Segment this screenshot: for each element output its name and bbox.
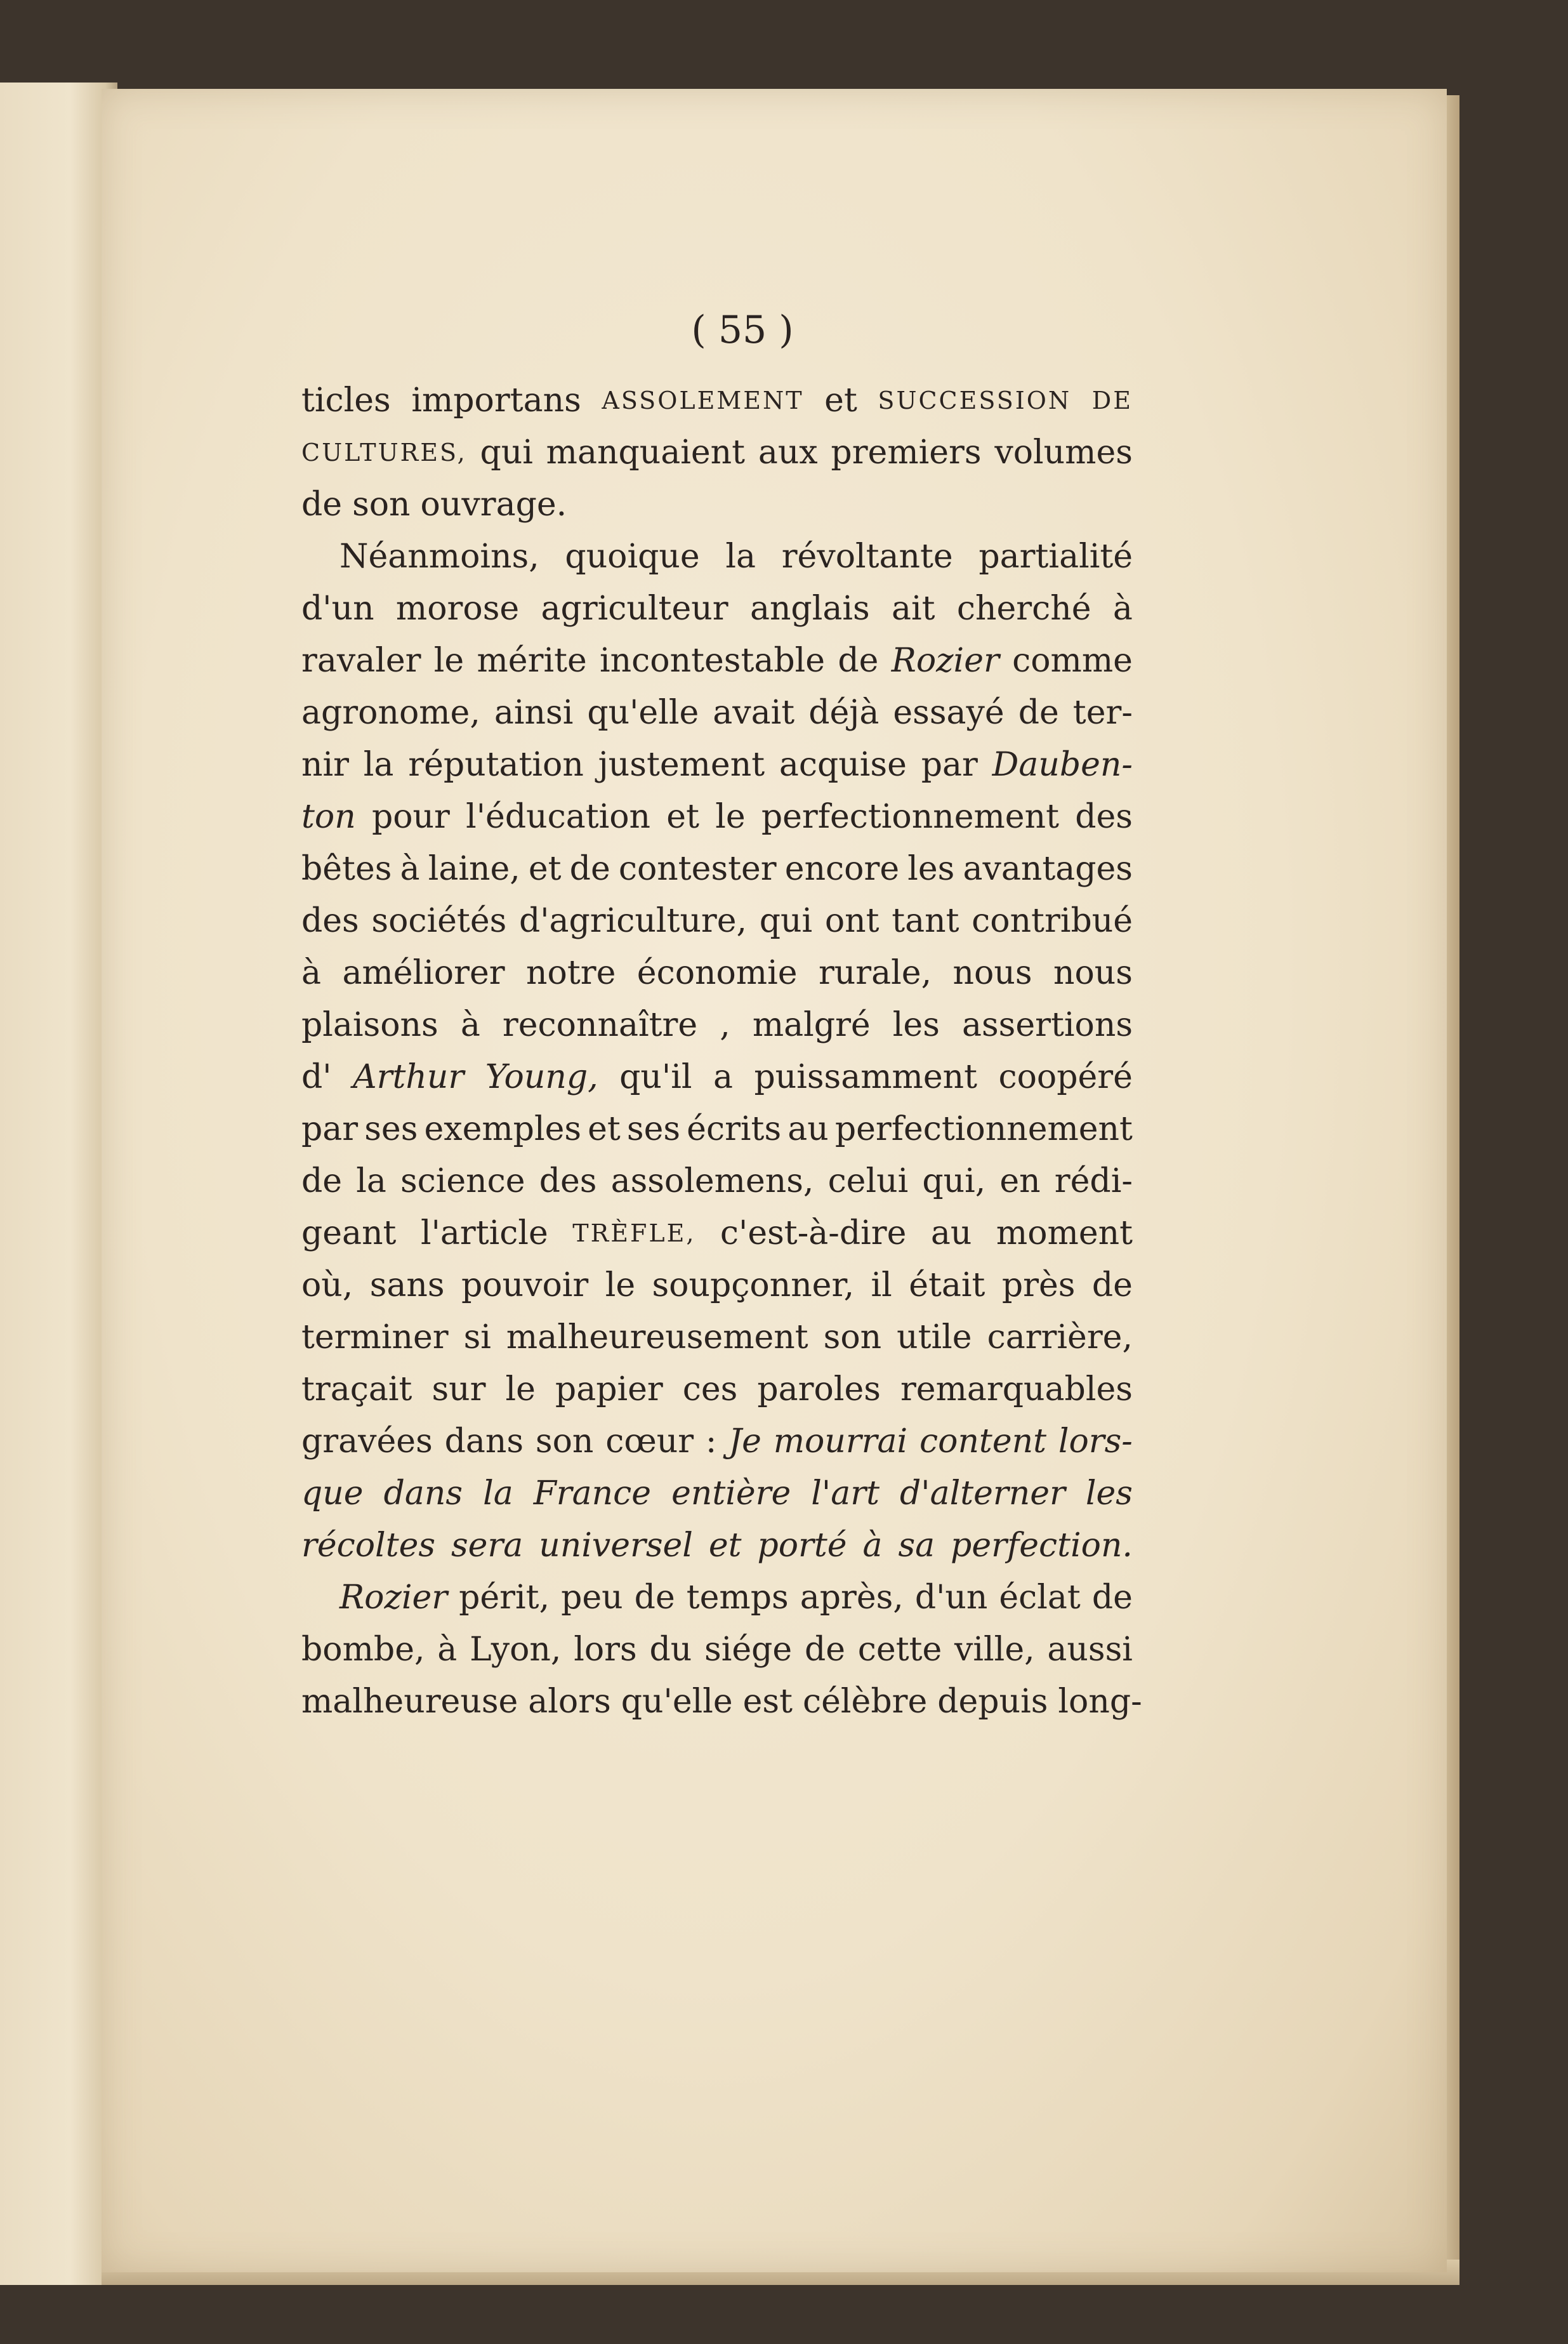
word: coopéré — [998, 1058, 1133, 1096]
text-line — [301, 687, 1133, 739]
word: anglais — [749, 590, 870, 628]
word: agriculteur — [541, 590, 728, 628]
word: l'article — [420, 1214, 548, 1252]
word: par — [921, 746, 978, 784]
word: et — [666, 798, 699, 836]
word: et — [824, 381, 857, 420]
word: après, — [800, 1579, 904, 1617]
word: avait — [713, 694, 795, 732]
word: Je — [728, 1422, 761, 1460]
word: le — [433, 642, 464, 680]
word: qu'il — [619, 1058, 692, 1096]
word: des — [301, 902, 359, 940]
word: de — [1018, 694, 1059, 732]
facing-page-edge — [0, 83, 117, 2285]
word: dans — [444, 1422, 524, 1460]
word: son — [823, 1318, 882, 1356]
text-line — [301, 1155, 1133, 1207]
word: sans — [369, 1266, 445, 1304]
word: le — [505, 1370, 536, 1408]
word: morose — [395, 590, 520, 628]
text-line — [301, 1467, 1133, 1520]
word: plaisons — [301, 1006, 438, 1044]
word: lors- — [1058, 1422, 1133, 1460]
word: des — [1075, 798, 1133, 836]
word: cherché — [956, 590, 1091, 628]
word: qui — [759, 902, 813, 940]
word: exemples — [424, 1110, 582, 1148]
word: à — [1112, 590, 1133, 628]
word: son — [352, 486, 411, 524]
word: malgré — [752, 1006, 871, 1044]
word: comme — [1012, 642, 1133, 680]
word: et — [588, 1110, 621, 1148]
word: était — [909, 1266, 985, 1304]
word: célèbre — [803, 1683, 928, 1721]
word: ainsi — [494, 694, 574, 732]
word: des — [539, 1162, 597, 1200]
word: qu'elle — [587, 694, 699, 732]
word: ticles — [301, 381, 391, 420]
word: de — [634, 1579, 675, 1617]
word: à — [862, 1526, 883, 1565]
word: son — [535, 1422, 594, 1460]
word: rédi- — [1054, 1162, 1133, 1200]
word: moment — [996, 1214, 1133, 1252]
text-line — [301, 1520, 1133, 1572]
text-line — [301, 947, 1133, 999]
word: sur — [432, 1370, 486, 1408]
word: notre — [526, 954, 616, 992]
word: Rozier — [339, 1579, 448, 1617]
text-line — [301, 739, 1133, 791]
word: mérite — [477, 642, 587, 680]
word: ton — [301, 798, 356, 836]
word: l'art — [811, 1474, 880, 1513]
word: de — [569, 850, 610, 888]
word: d' — [301, 1058, 332, 1096]
word: le — [715, 798, 746, 836]
word: que — [301, 1474, 364, 1513]
word: importans — [411, 381, 581, 420]
word: nous — [952, 954, 1032, 992]
word: qui, — [922, 1162, 986, 1200]
word: tant — [892, 902, 959, 940]
word: porté — [757, 1526, 847, 1565]
word: siége — [704, 1631, 793, 1669]
word: perfectionnement — [834, 1110, 1133, 1148]
word: ses — [364, 1110, 418, 1148]
word: Rozier — [891, 642, 999, 680]
word: pour — [371, 798, 450, 836]
word: acquise — [779, 746, 907, 784]
text-line — [301, 1311, 1133, 1363]
text-line — [301, 1363, 1133, 1415]
word: à — [437, 1631, 458, 1669]
word: contribué — [972, 902, 1133, 940]
word: entière — [671, 1474, 791, 1513]
word: sa — [898, 1526, 935, 1565]
word: déjà — [808, 694, 880, 732]
word: Arthur — [353, 1058, 464, 1096]
word: malheureusement — [506, 1318, 808, 1356]
word: les — [1085, 1474, 1133, 1513]
word: remarquables — [900, 1370, 1133, 1408]
text-line — [301, 1051, 1133, 1103]
word: TRÈFLE, — [572, 1219, 696, 1247]
word: gravées — [301, 1422, 433, 1460]
word: ont — [824, 902, 880, 940]
word: bêtes — [301, 850, 392, 888]
word: contester — [618, 850, 777, 888]
word: d'un — [301, 590, 374, 628]
text-line — [301, 791, 1133, 843]
word: long- — [1058, 1683, 1142, 1721]
word: : — [705, 1422, 717, 1460]
word: geant — [301, 1214, 397, 1252]
word: c'est-à-dire — [720, 1214, 907, 1252]
word: à — [460, 1006, 480, 1044]
body-text — [301, 374, 1142, 1728]
word: content — [919, 1422, 1046, 1460]
word: les — [907, 850, 955, 888]
word: partialité — [978, 538, 1133, 576]
word: Lyon, — [470, 1631, 562, 1669]
word: utile — [897, 1318, 972, 1356]
word: ter- — [1072, 694, 1133, 732]
word: volumes — [994, 434, 1133, 472]
word: nir — [301, 746, 349, 784]
word: la — [363, 746, 394, 784]
word: la — [356, 1162, 386, 1200]
word: de — [301, 486, 343, 524]
word: Dauben- — [992, 746, 1133, 784]
word: mourrai — [773, 1422, 908, 1460]
page-number: ( 55 ) — [691, 308, 794, 352]
word: ait — [892, 590, 935, 628]
word: terminer — [301, 1318, 449, 1356]
word: quoique — [565, 538, 700, 576]
word: qui — [480, 434, 533, 472]
word: sera — [451, 1526, 524, 1565]
word: ouvrage. — [420, 486, 567, 524]
word: en — [999, 1162, 1041, 1200]
word: incontestable — [600, 642, 826, 680]
word: la — [725, 538, 756, 576]
text-line — [301, 843, 1133, 895]
word: cette — [857, 1631, 942, 1669]
word: malheureuse — [301, 1683, 518, 1721]
word: ces — [682, 1370, 738, 1408]
word: qu'elle — [621, 1683, 733, 1721]
word: sociétés — [371, 902, 507, 940]
word: aussi — [1047, 1631, 1133, 1669]
word: ASSOLEMENT — [602, 387, 804, 414]
word: celui — [827, 1162, 909, 1200]
word: France — [533, 1474, 652, 1513]
word: CULTURES, — [301, 439, 467, 467]
word: les — [892, 1006, 940, 1044]
word: laine, — [428, 850, 520, 888]
word: au — [787, 1110, 829, 1148]
word: puissamment — [754, 1058, 978, 1096]
word: essayé — [893, 694, 1005, 732]
word: est — [742, 1683, 793, 1721]
word: assolemens, — [610, 1162, 814, 1200]
word: paroles — [757, 1370, 881, 1408]
word: l'éducation — [466, 798, 651, 836]
word: ville, — [954, 1631, 1035, 1669]
word: d'un — [914, 1579, 988, 1617]
word: à — [301, 954, 322, 992]
text-line — [301, 1415, 1133, 1467]
word: perfection. — [951, 1526, 1133, 1565]
word: , — [720, 1006, 730, 1044]
text-line — [301, 1572, 1133, 1624]
word: depuis — [937, 1683, 1048, 1721]
word: a — [713, 1058, 733, 1096]
word: nous — [1053, 954, 1133, 992]
word: perfectionnement — [761, 798, 1059, 836]
text-line — [301, 479, 1133, 531]
word: avantages — [963, 850, 1133, 888]
word: récoltes — [301, 1526, 436, 1565]
word: du — [649, 1631, 692, 1669]
word: de — [838, 642, 879, 680]
word: papier — [555, 1370, 663, 1408]
word: de — [301, 1162, 343, 1200]
word: ses — [626, 1110, 681, 1148]
word: périt, — [459, 1579, 550, 1617]
word: reconnaître — [502, 1006, 698, 1044]
text-line — [301, 427, 1133, 479]
word: à — [400, 850, 420, 888]
word: la — [483, 1474, 513, 1513]
word: justement — [598, 746, 765, 784]
text-line — [301, 1207, 1133, 1259]
text-line — [301, 583, 1133, 635]
word: si — [463, 1318, 491, 1356]
word: près — [1001, 1266, 1076, 1304]
word: carrière, — [987, 1318, 1133, 1356]
word: encore — [784, 850, 900, 888]
word: d'agriculture, — [518, 902, 748, 940]
word: de — [804, 1631, 846, 1669]
text-line — [301, 531, 1133, 583]
word: éclat — [999, 1579, 1081, 1617]
word: ravaler — [301, 642, 421, 680]
word: manquaient — [546, 434, 746, 472]
word: améliorer — [342, 954, 505, 992]
word: au — [930, 1214, 972, 1252]
word: DE — [1091, 387, 1133, 414]
word: lors — [574, 1631, 637, 1669]
text-line — [301, 999, 1133, 1051]
text-line — [301, 1259, 1133, 1311]
word: le — [605, 1266, 636, 1304]
word: soupçonner, — [652, 1266, 855, 1304]
word: économie — [636, 954, 798, 992]
text-line — [301, 895, 1133, 947]
text-line — [301, 1103, 1133, 1155]
word: où, — [301, 1266, 353, 1304]
text-line — [301, 1624, 1133, 1676]
word: Néanmoins, — [339, 538, 539, 576]
word: dans — [383, 1474, 463, 1513]
word: assertions — [961, 1006, 1133, 1044]
word: bombe, — [301, 1631, 425, 1669]
word: de — [1091, 1579, 1133, 1617]
word: peu — [561, 1579, 623, 1617]
word: de — [1091, 1266, 1133, 1304]
text-line — [301, 635, 1133, 687]
word: premiers — [831, 434, 982, 472]
word: et — [708, 1526, 742, 1565]
word: d'alterner — [899, 1474, 1065, 1513]
word: Young, — [485, 1058, 598, 1096]
text-line — [301, 1676, 1142, 1728]
word: traçait — [301, 1370, 412, 1408]
text-line — [301, 374, 1133, 427]
word: écrits — [687, 1110, 782, 1148]
word: universel — [539, 1526, 693, 1565]
word: rurale, — [818, 954, 932, 992]
word: agronome, — [301, 694, 480, 732]
word: alors — [528, 1683, 611, 1721]
word: il — [871, 1266, 892, 1304]
word: cœur — [605, 1422, 694, 1460]
word: réputation — [408, 746, 584, 784]
word: temps — [686, 1579, 789, 1617]
word: SUCCESSION — [878, 387, 1072, 414]
word: par — [301, 1110, 359, 1148]
word: science — [400, 1162, 525, 1200]
word: et — [528, 850, 562, 888]
word: révoltante — [781, 538, 953, 576]
word: aux — [758, 434, 818, 472]
word: pouvoir — [461, 1266, 589, 1304]
